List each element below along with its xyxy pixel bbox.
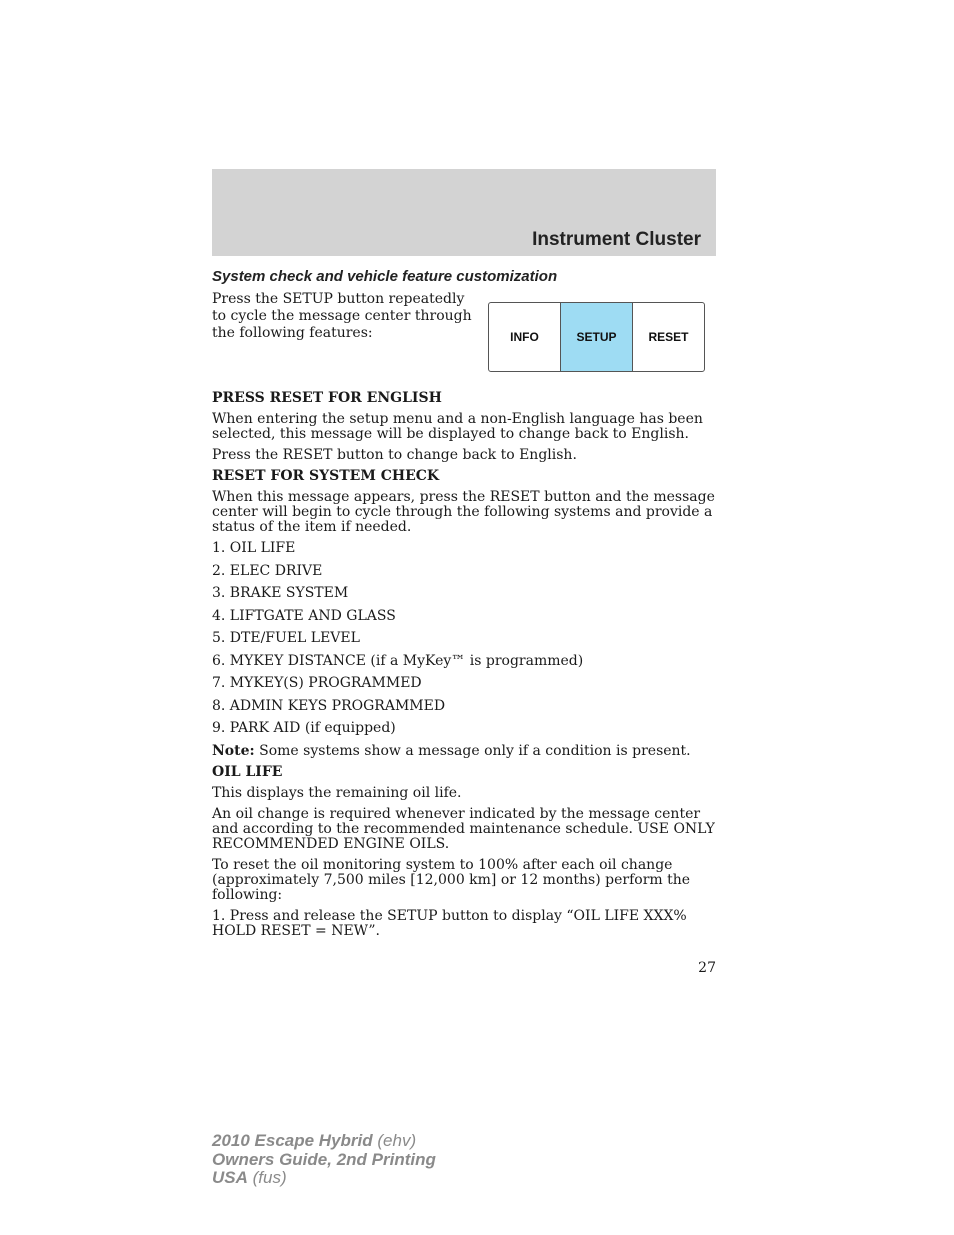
list-item: 9. PARK AID (if equipped)	[212, 720, 396, 736]
footer-line-1	[212, 1132, 436, 1151]
section-intro: Press the SETUP button repeatedly to cycle the message center through the following features:	[212, 291, 472, 341]
oil-life-heading: OIL LIFE	[212, 763, 283, 780]
list-item: 5. DTE/FUEL LEVEL	[212, 630, 360, 646]
info-button-illustration: INFO	[489, 303, 561, 371]
footer-market: USA	[212, 1168, 248, 1187]
section-title: System check and vehicle feature customization	[212, 268, 558, 285]
english-heading: PRESS RESET FOR ENGLISH	[212, 390, 442, 406]
note	[212, 744, 716, 759]
oil-life-paragraph-1: This displays the remaining oil life.	[212, 784, 462, 801]
footer-model: 2010 Escape Hybrid	[212, 1131, 373, 1150]
oil-life-paragraph-3: To reset the oil monitoring system to 100% after each oil change (approximately 7,500 miles [12,000 km] or 12 months) perform the following:	[212, 856, 691, 903]
list-item: 1. OIL LIFE	[212, 540, 296, 556]
footer-printing: Owners Guide, 2nd Printing	[212, 1149, 436, 1169]
footer-market-code: (fus)	[247, 1168, 287, 1187]
english-paragraph-2: Press the RESET button to change back to English.	[212, 447, 577, 463]
reset-button-illustration: RESET	[648, 330, 689, 344]
note-label: Note:	[212, 742, 255, 759]
list-item: 3. BRAKE SYSTEM	[212, 585, 349, 601]
list-item: 4. LIFTGATE AND GLASS	[212, 607, 396, 624]
footer-model-code: (ehv)	[372, 1131, 417, 1150]
message-center-buttons-illustration	[488, 302, 705, 372]
footer-line-3	[212, 1169, 436, 1188]
page-number: 27	[698, 960, 716, 976]
oil-life-paragraph-4: 1. Press and release the SETUP button to display “OIL LIFE XXX% HOLD RESET = NEW”.	[212, 907, 687, 939]
chapter-header-band	[212, 169, 716, 256]
english-paragraph-1: When entering the setup menu and a non-English language has been selected, this message will be displayed to change back to English.	[212, 411, 703, 442]
note-text: Some systems show a message only if a condition is present.	[254, 742, 691, 759]
setup-button-illustration: SETUP	[561, 303, 633, 371]
system-check-heading: RESET FOR SYSTEM CHECK	[212, 468, 440, 484]
list-item: 7. MYKEY(S) PROGRAMMED	[212, 675, 422, 691]
oil-life-paragraph-2: An oil change is required whenever indicated by the message center and according to the recommended maintenance schedule. USE ONLY RECOMMENDED ENGINE OILS.	[212, 805, 715, 852]
list-item: 8. ADMIN KEYS PROGRAMMED	[212, 697, 446, 714]
list-item: 2. ELEC DRIVE	[212, 562, 323, 579]
system-check-paragraph: When this message appears, press the RESET button and the message center will begin to cycle through the following systems and provide a status of the item if needed.	[212, 489, 715, 535]
system-check-list	[212, 541, 716, 736]
list-item: 6. MYKEY DISTANCE (if a MyKey™ is programmed)	[212, 652, 584, 669]
chapter-title: Instrument Cluster	[532, 229, 701, 250]
footer	[212, 1132, 436, 1188]
body-text	[212, 391, 716, 945]
footer-line-2	[212, 1151, 436, 1170]
